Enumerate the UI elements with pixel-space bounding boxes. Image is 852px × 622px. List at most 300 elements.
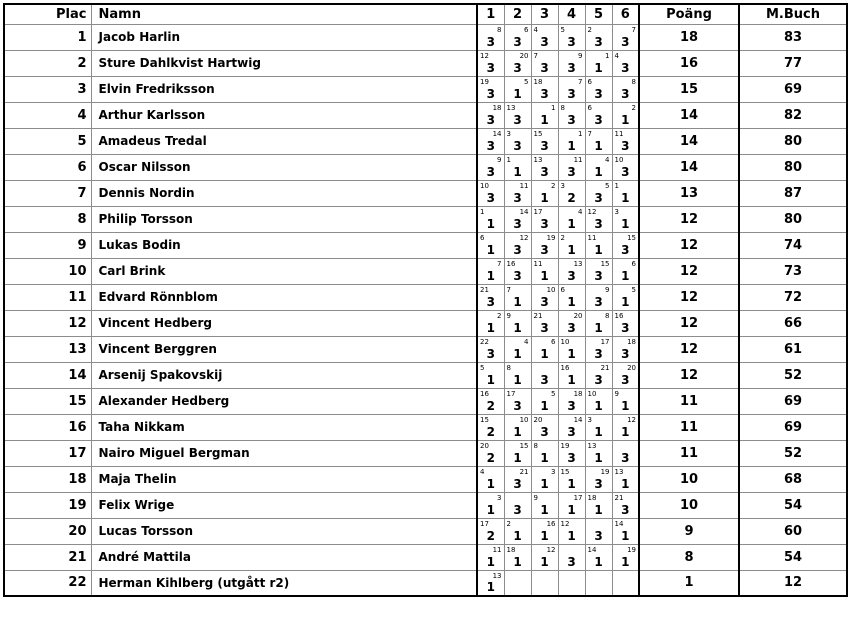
round-2-cell: [504, 180, 531, 206]
round-result: 3: [621, 372, 630, 387]
table-row: [4, 206, 847, 232]
round-result: 1: [513, 164, 522, 179]
round-1-cell: [477, 544, 504, 570]
opponent-number: 12: [627, 415, 636, 424]
round-result: 3: [513, 476, 522, 491]
round-3-cell: [531, 544, 558, 570]
round-5-cell: [585, 128, 612, 154]
opponent-number: 17: [506, 389, 516, 398]
header-place: Plac: [4, 4, 91, 24]
round-4-cell: [558, 76, 585, 102]
table-row: [4, 336, 847, 362]
points-cell: 12: [639, 362, 739, 388]
round-3-cell: [531, 440, 558, 466]
opponent-number: 20: [519, 51, 529, 60]
standings-body: [4, 24, 847, 596]
round-result: 1: [540, 450, 549, 465]
table-row: [4, 570, 847, 596]
opponent-number: 15: [560, 467, 570, 476]
round-3-cell: [531, 128, 558, 154]
round-result: 1: [540, 502, 549, 517]
buchholz-cell: 66: [739, 310, 847, 336]
opponent-number: 8: [497, 25, 502, 34]
round-3-cell: [531, 388, 558, 414]
round-6-cell: [612, 258, 639, 284]
opponent-number: 19: [627, 545, 636, 554]
round-result: 3: [567, 450, 576, 465]
place-cell: 3: [4, 76, 91, 102]
opponent-number: 6: [631, 259, 636, 268]
header-round-4: 4: [558, 4, 585, 24]
table-row: [4, 154, 847, 180]
round-4-cell: [558, 440, 585, 466]
header-round-1: 1: [477, 4, 504, 24]
table-row: [4, 544, 847, 570]
opponent-number: 16: [506, 259, 516, 268]
round-result: 1: [621, 216, 630, 231]
round-2-cell: [504, 206, 531, 232]
opponent-number: 3: [551, 467, 556, 476]
round-result: 1: [513, 554, 522, 569]
points-cell: 11: [639, 440, 739, 466]
round-4-cell: [558, 154, 585, 180]
round-1-cell: [477, 232, 504, 258]
buchholz-cell: 52: [739, 362, 847, 388]
round-4-cell: [558, 50, 585, 76]
table-row: [4, 414, 847, 440]
round-4-cell: [558, 414, 585, 440]
round-5-cell: [585, 310, 612, 336]
round-2-cell: [504, 232, 531, 258]
round-1-cell: [477, 206, 504, 232]
round-2-cell: [504, 492, 531, 518]
round-3-cell: [531, 570, 558, 596]
round-result: 3: [594, 268, 603, 283]
opponent-number: 1: [551, 103, 556, 112]
buchholz-cell: 87: [739, 180, 847, 206]
round-6-cell: [612, 310, 639, 336]
round-4-cell: [558, 284, 585, 310]
buchholz-cell: 69: [739, 388, 847, 414]
opponent-number: 21: [519, 467, 529, 476]
opponent-number: 22: [480, 337, 489, 346]
round-2-cell: [504, 336, 531, 362]
round-result: 3: [594, 34, 603, 49]
round-result: 3: [540, 242, 549, 257]
place-cell: 18: [4, 466, 91, 492]
round-2-cell: [504, 518, 531, 544]
player-name-cell: Nairo Miguel Bergman: [91, 440, 477, 466]
round-2-cell: [504, 154, 531, 180]
buchholz-cell: 52: [739, 440, 847, 466]
round-result: 1: [486, 502, 495, 517]
round-result: 3: [594, 216, 603, 231]
round-result: 3: [594, 476, 603, 491]
round-6-cell: [612, 24, 639, 50]
opponent-number: 4: [605, 155, 610, 164]
opponent-number: 3: [506, 129, 511, 138]
round-1-cell: [477, 284, 504, 310]
round-result: 1: [486, 216, 495, 231]
round-3-cell: [531, 258, 558, 284]
table-row: [4, 440, 847, 466]
round-2-cell: [504, 570, 531, 596]
points-cell: 1: [639, 570, 739, 596]
round-result: 3: [621, 164, 630, 179]
buchholz-cell: 83: [739, 24, 847, 50]
round-result: 1: [486, 580, 495, 594]
round-result: 3: [540, 424, 549, 439]
opponent-number: 17: [533, 207, 543, 216]
player-name-cell: Arthur Karlsson: [91, 102, 477, 128]
round-result: 1: [594, 320, 603, 335]
round-3-cell: [531, 284, 558, 310]
round-5-cell: [585, 466, 612, 492]
opponent-number: 17: [480, 519, 489, 528]
opponent-number: 19: [600, 467, 610, 476]
round-result: 1: [540, 112, 549, 127]
round-result: 1: [594, 242, 603, 257]
round-result: 1: [567, 242, 576, 257]
header-name: Namn: [91, 4, 477, 24]
buchholz-cell: 80: [739, 206, 847, 232]
opponent-number: 14: [492, 129, 502, 138]
header-round-2: 2: [504, 4, 531, 24]
opponent-number: 16: [546, 519, 556, 528]
round-result: 1: [513, 450, 522, 465]
opponent-number: 9: [605, 285, 610, 294]
round-1-cell: [477, 518, 504, 544]
opponent-number: 14: [587, 545, 597, 554]
player-name-cell: Sture Dahlkvist Hartwig: [91, 50, 477, 76]
opponent-number: 4: [614, 51, 619, 60]
round-result: 1: [594, 138, 603, 153]
round-3-cell: [531, 414, 558, 440]
opponent-number: 18: [492, 103, 502, 112]
opponent-number: 6: [480, 233, 485, 242]
round-1-cell: [477, 24, 504, 50]
place-cell: 2: [4, 50, 91, 76]
round-result: 1: [594, 60, 603, 75]
round-result: 3: [594, 294, 603, 309]
opponent-number: 3: [587, 415, 592, 424]
round-5-cell: [585, 102, 612, 128]
round-4-cell: [558, 24, 585, 50]
place-cell: 6: [4, 154, 91, 180]
round-result: 1: [594, 398, 603, 413]
round-result: 3: [540, 216, 549, 231]
round-1-cell: [477, 492, 504, 518]
round-result: 1: [594, 554, 603, 569]
table-row: [4, 284, 847, 310]
opponent-number: 5: [605, 181, 610, 190]
round-3-cell: [531, 362, 558, 388]
opponent-number: 9: [614, 389, 619, 398]
player-name-cell: Alexander Hedberg: [91, 388, 477, 414]
opponent-number: 13: [573, 259, 583, 268]
opponent-number: 3: [614, 207, 619, 216]
buchholz-cell: 73: [739, 258, 847, 284]
round-1-cell: [477, 440, 504, 466]
opponent-number: 7: [506, 285, 511, 294]
round-result: 3: [513, 60, 522, 75]
round-result: 1: [486, 372, 495, 387]
opponent-number: 7: [497, 259, 502, 268]
opponent-number: 18: [506, 545, 516, 554]
round-2-cell: [504, 544, 531, 570]
opponent-number: 17: [600, 337, 610, 346]
table-row: [4, 76, 847, 102]
points-cell: 16: [639, 50, 739, 76]
opponent-number: 15: [627, 233, 636, 242]
round-result: 1: [567, 346, 576, 361]
round-2-cell: [504, 466, 531, 492]
points-cell: 18: [639, 24, 739, 50]
round-result: 3: [567, 268, 576, 283]
buchholz-cell: 80: [739, 128, 847, 154]
round-result: 2: [567, 190, 576, 205]
points-cell: 12: [639, 206, 739, 232]
opponent-number: 19: [560, 441, 570, 450]
opponent-number: 11: [587, 233, 597, 242]
round-2-cell: [504, 440, 531, 466]
player-name-cell: Elvin Fredriksson: [91, 76, 477, 102]
round-4-cell: [558, 128, 585, 154]
opponent-number: 10: [480, 181, 489, 190]
points-cell: 10: [639, 466, 739, 492]
opponent-number: 20: [573, 311, 583, 320]
player-name-cell: Lucas Torsson: [91, 518, 477, 544]
place-cell: 15: [4, 388, 91, 414]
round-6-cell: [612, 102, 639, 128]
round-result: 3: [513, 502, 522, 517]
round-5-cell: [585, 518, 612, 544]
round-2-cell: [504, 388, 531, 414]
round-result: 1: [594, 424, 603, 439]
round-result: 3: [621, 138, 630, 153]
round-5-cell: [585, 440, 612, 466]
round-6-cell: [612, 154, 639, 180]
round-result: 3: [513, 268, 522, 283]
round-2-cell: [504, 128, 531, 154]
round-result: 3: [621, 450, 630, 465]
round-result: 1: [621, 190, 630, 205]
opponent-number: 4: [524, 337, 529, 346]
points-cell: 9: [639, 518, 739, 544]
round-result: 3: [567, 554, 576, 569]
round-5-cell: [585, 24, 612, 50]
round-6-cell: [612, 206, 639, 232]
opponent-number: 12: [480, 51, 489, 60]
round-result: 1: [540, 554, 549, 569]
round-5-cell: [585, 414, 612, 440]
round-result: 3: [486, 60, 495, 75]
opponent-number: 4: [578, 207, 583, 216]
round-5-cell: [585, 492, 612, 518]
opponent-number: 11: [573, 155, 583, 164]
place-cell: 7: [4, 180, 91, 206]
round-result: 1: [540, 476, 549, 491]
opponent-number: 7: [587, 129, 592, 138]
opponent-number: 16: [614, 311, 624, 320]
round-4-cell: [558, 570, 585, 596]
round-result: 3: [594, 190, 603, 205]
opponent-number: 9: [497, 155, 502, 164]
round-result: 3: [486, 346, 495, 361]
round-6-cell: [612, 284, 639, 310]
round-2-cell: [504, 102, 531, 128]
opponent-number: 21: [600, 363, 610, 372]
opponent-number: 15: [480, 415, 489, 424]
round-1-cell: [477, 362, 504, 388]
round-result: 1: [567, 138, 576, 153]
header-round-3: 3: [531, 4, 558, 24]
table-row: [4, 102, 847, 128]
opponent-number: 14: [614, 519, 624, 528]
round-result: 1: [540, 398, 549, 413]
opponent-number: 8: [560, 103, 565, 112]
round-3-cell: [531, 492, 558, 518]
round-3-cell: [531, 102, 558, 128]
buchholz-cell: 60: [739, 518, 847, 544]
round-result: 3: [567, 424, 576, 439]
round-result: 3: [621, 346, 630, 361]
round-5-cell: [585, 570, 612, 596]
round-4-cell: [558, 518, 585, 544]
player-name-cell: Jacob Harlin: [91, 24, 477, 50]
round-3-cell: [531, 466, 558, 492]
buchholz-cell: 68: [739, 466, 847, 492]
round-4-cell: [558, 102, 585, 128]
buchholz-cell: 12: [739, 570, 847, 596]
round-5-cell: [585, 388, 612, 414]
player-name-cell: Felix Wrige: [91, 492, 477, 518]
table-row: [4, 466, 847, 492]
opponent-number: 9: [578, 51, 583, 60]
opponent-number: 1: [506, 155, 511, 164]
header-points: Poäng: [639, 4, 739, 24]
points-cell: 14: [639, 102, 739, 128]
opponent-number: 21: [480, 285, 489, 294]
round-result: 1: [567, 294, 576, 309]
opponent-number: 15: [533, 129, 543, 138]
round-result: 3: [540, 138, 549, 153]
round-result: 1: [621, 268, 630, 283]
opponent-number: 14: [573, 415, 583, 424]
round-result: 3: [594, 528, 603, 543]
opponent-number: 18: [573, 389, 583, 398]
place-cell: 17: [4, 440, 91, 466]
round-result: 1: [621, 398, 630, 413]
opponent-number: 7: [631, 25, 636, 34]
round-result: 3: [486, 190, 495, 205]
standings-table: [3, 3, 848, 597]
points-cell: 11: [639, 414, 739, 440]
buchholz-cell: 82: [739, 102, 847, 128]
opponent-number: 7: [578, 77, 583, 86]
opponent-number: 18: [627, 337, 636, 346]
round-1-cell: [477, 466, 504, 492]
round-1-cell: [477, 388, 504, 414]
place-cell: 4: [4, 102, 91, 128]
round-2-cell: [504, 414, 531, 440]
opponent-number: 5: [560, 25, 565, 34]
round-1-cell: [477, 570, 504, 596]
opponent-number: 1: [578, 129, 583, 138]
round-result: 3: [540, 320, 549, 335]
opponent-number: 3: [560, 181, 565, 190]
table-row: [4, 258, 847, 284]
round-result: 3: [567, 34, 576, 49]
player-name-cell: Taha Nikkam: [91, 414, 477, 440]
round-1-cell: [477, 258, 504, 284]
opponent-number: 2: [560, 233, 565, 242]
round-result: 3: [540, 372, 549, 387]
points-cell: 13: [639, 180, 739, 206]
round-result: 3: [567, 398, 576, 413]
round-result: 3: [486, 138, 495, 153]
round-result: 3: [513, 216, 522, 231]
round-5-cell: [585, 284, 612, 310]
points-cell: 12: [639, 336, 739, 362]
player-name-cell: Lukas Bodin: [91, 232, 477, 258]
round-result: 1: [513, 346, 522, 361]
round-3-cell: [531, 518, 558, 544]
table-row: [4, 518, 847, 544]
round-3-cell: [531, 76, 558, 102]
round-4-cell: [558, 232, 585, 258]
round-result: 3: [621, 320, 630, 335]
round-2-cell: [504, 362, 531, 388]
round-result: 3: [567, 86, 576, 101]
opponent-number: 20: [480, 441, 489, 450]
round-result: 1: [513, 86, 522, 101]
round-3-cell: [531, 154, 558, 180]
round-result: 1: [567, 528, 576, 543]
round-5-cell: [585, 180, 612, 206]
round-3-cell: [531, 180, 558, 206]
round-result: 1: [486, 320, 495, 335]
buchholz-cell: 61: [739, 336, 847, 362]
buchholz-cell: 54: [739, 544, 847, 570]
opponent-number: 2: [631, 103, 636, 112]
round-result: 1: [567, 216, 576, 231]
round-result: 1: [621, 554, 630, 569]
opponent-number: 4: [533, 25, 538, 34]
round-2-cell: [504, 258, 531, 284]
round-4-cell: [558, 258, 585, 284]
round-6-cell: [612, 440, 639, 466]
round-2-cell: [504, 310, 531, 336]
place-cell: 8: [4, 206, 91, 232]
opponent-number: 10: [560, 337, 570, 346]
opponent-number: 20: [533, 415, 543, 424]
points-cell: 12: [639, 258, 739, 284]
table-row: [4, 362, 847, 388]
opponent-number: 9: [533, 493, 538, 502]
round-result: 3: [540, 294, 549, 309]
opponent-number: 6: [560, 285, 565, 294]
opponent-number: 11: [614, 129, 624, 138]
table-row: [4, 310, 847, 336]
round-result: 3: [486, 294, 495, 309]
opponent-number: 10: [614, 155, 624, 164]
opponent-number: 8: [605, 311, 610, 320]
opponent-number: 1: [614, 181, 619, 190]
round-1-cell: [477, 154, 504, 180]
round-2-cell: [504, 76, 531, 102]
round-1-cell: [477, 50, 504, 76]
